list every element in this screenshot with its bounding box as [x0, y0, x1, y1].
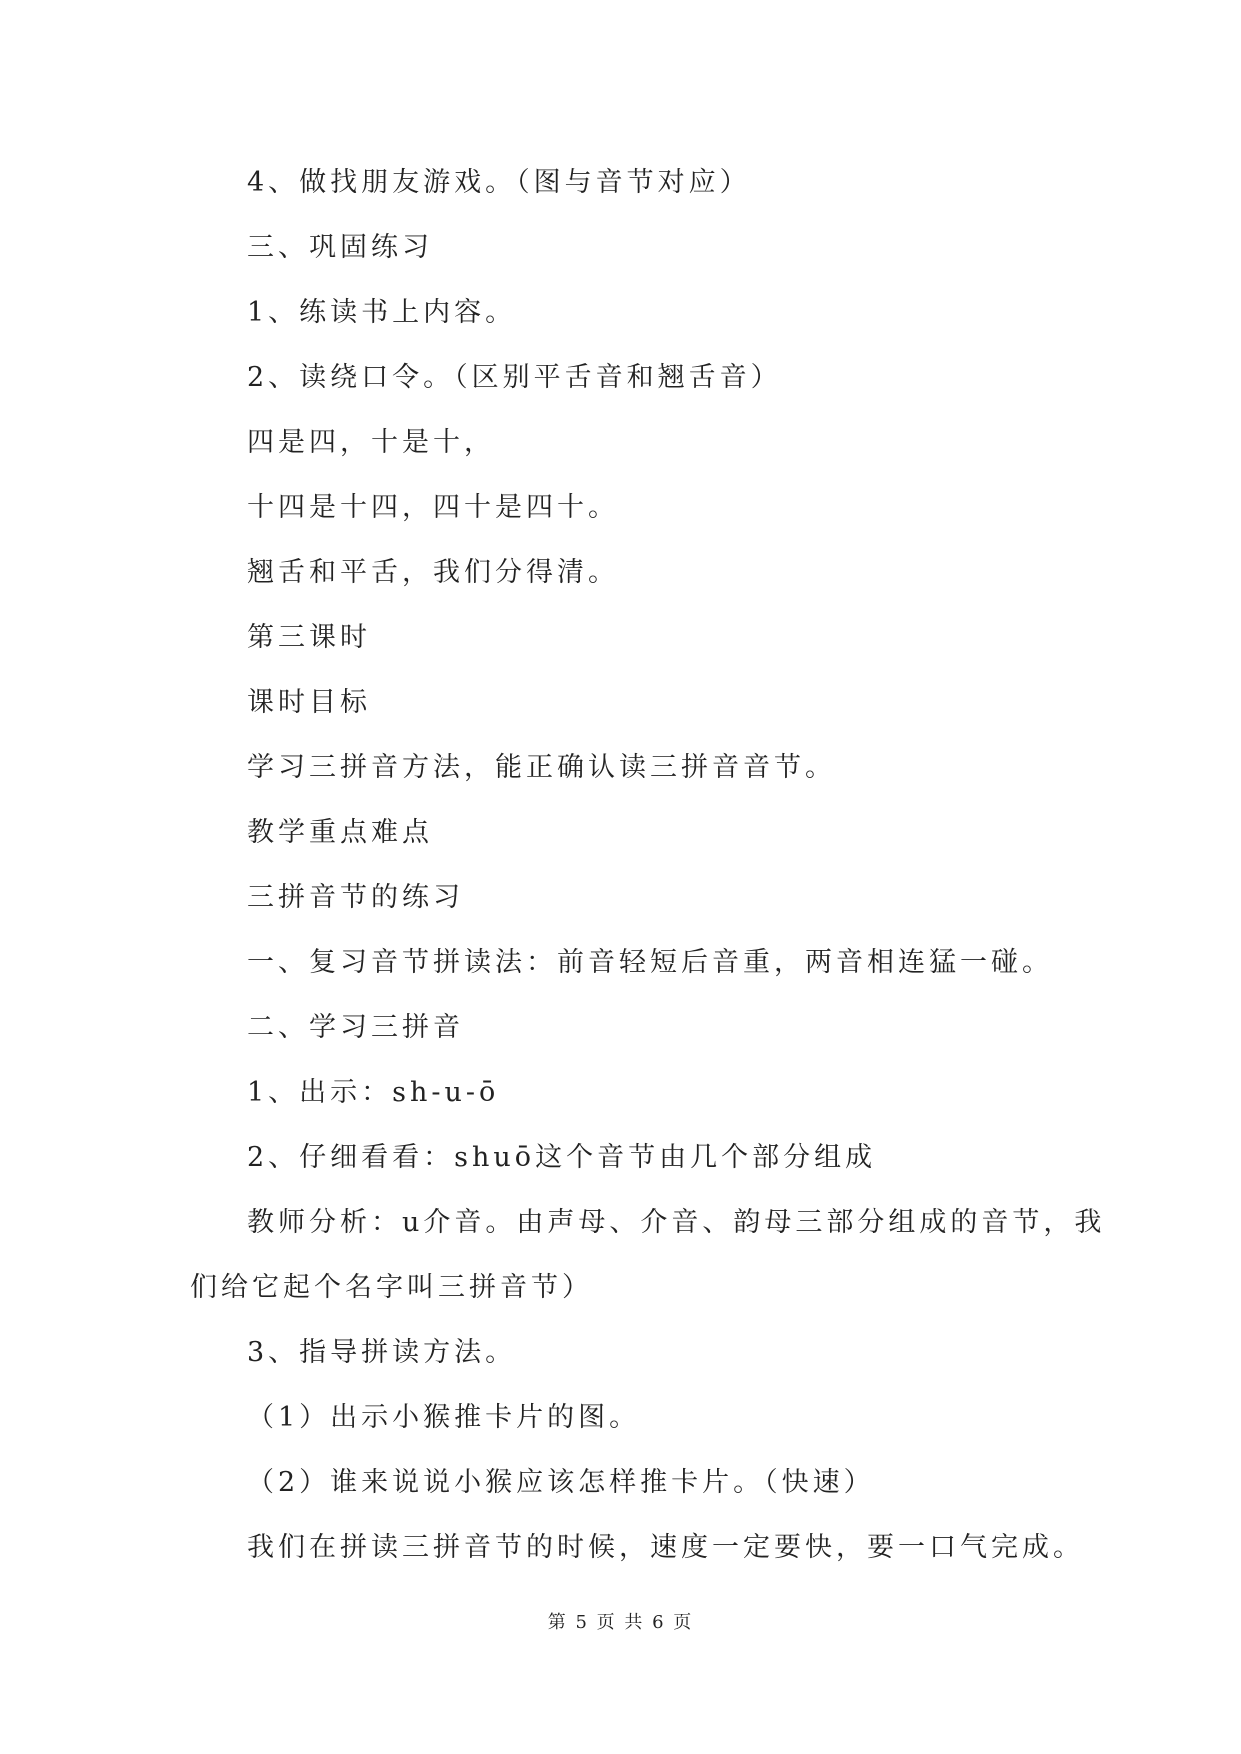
text-line-continuation: 们给它起个名字叫三拼音节） [190, 1272, 593, 1303]
text-line: 教师分析：u介音。由声母、介音、韵母三部分组成的音节，我 [247, 1207, 1106, 1238]
text-line: （1）出示小猴推卡片的图。 [247, 1402, 641, 1433]
text-line: 1、练读书上内容。 [247, 297, 517, 328]
page-footer: 第 5 页 共 6 页 [547, 1612, 694, 1633]
text-line: 我们在拼读三拼音节的时候，速度一定要快，要一口气完成。 [247, 1532, 1084, 1563]
section-heading: 一、复习音节拼读法：前音轻短后音重，两音相连猛一碰。 [247, 947, 1053, 978]
text-line: （2）谁来说说小猴应该怎样推卡片。（快速） [247, 1467, 875, 1498]
tongue-twister-line: 翘舌和平舌，我们分得清。 [247, 557, 619, 588]
text-line: 1、出示：sh-u-ō [247, 1077, 500, 1108]
section-heading: 三、巩固练习 [247, 232, 433, 263]
section-heading: 二、学习三拼音 [247, 1012, 464, 1043]
tongue-twister-line: 四是四，十是十， [247, 427, 495, 458]
text-line: 2、读绕口令。（区别平舌音和翘舌音） [247, 362, 782, 393]
text-line: 4、做找朋友游戏。（图与音节对应） [247, 167, 751, 198]
text-line: 2、仔细看看：shuō这个音节由几个部分组成 [247, 1142, 877, 1173]
text-line: 学习三拼音方法，能正确认读三拼音音节。 [247, 752, 836, 783]
text-line: 三拼音节的练习 [247, 882, 464, 913]
tongue-twister-line: 十四是十四，四十是四十。 [247, 492, 619, 523]
text-line: 3、指导拼读方法。 [247, 1337, 517, 1368]
section-heading: 教学重点难点 [247, 817, 433, 848]
lesson-heading: 第三课时 [247, 622, 371, 653]
section-heading: 课时目标 [247, 687, 371, 718]
